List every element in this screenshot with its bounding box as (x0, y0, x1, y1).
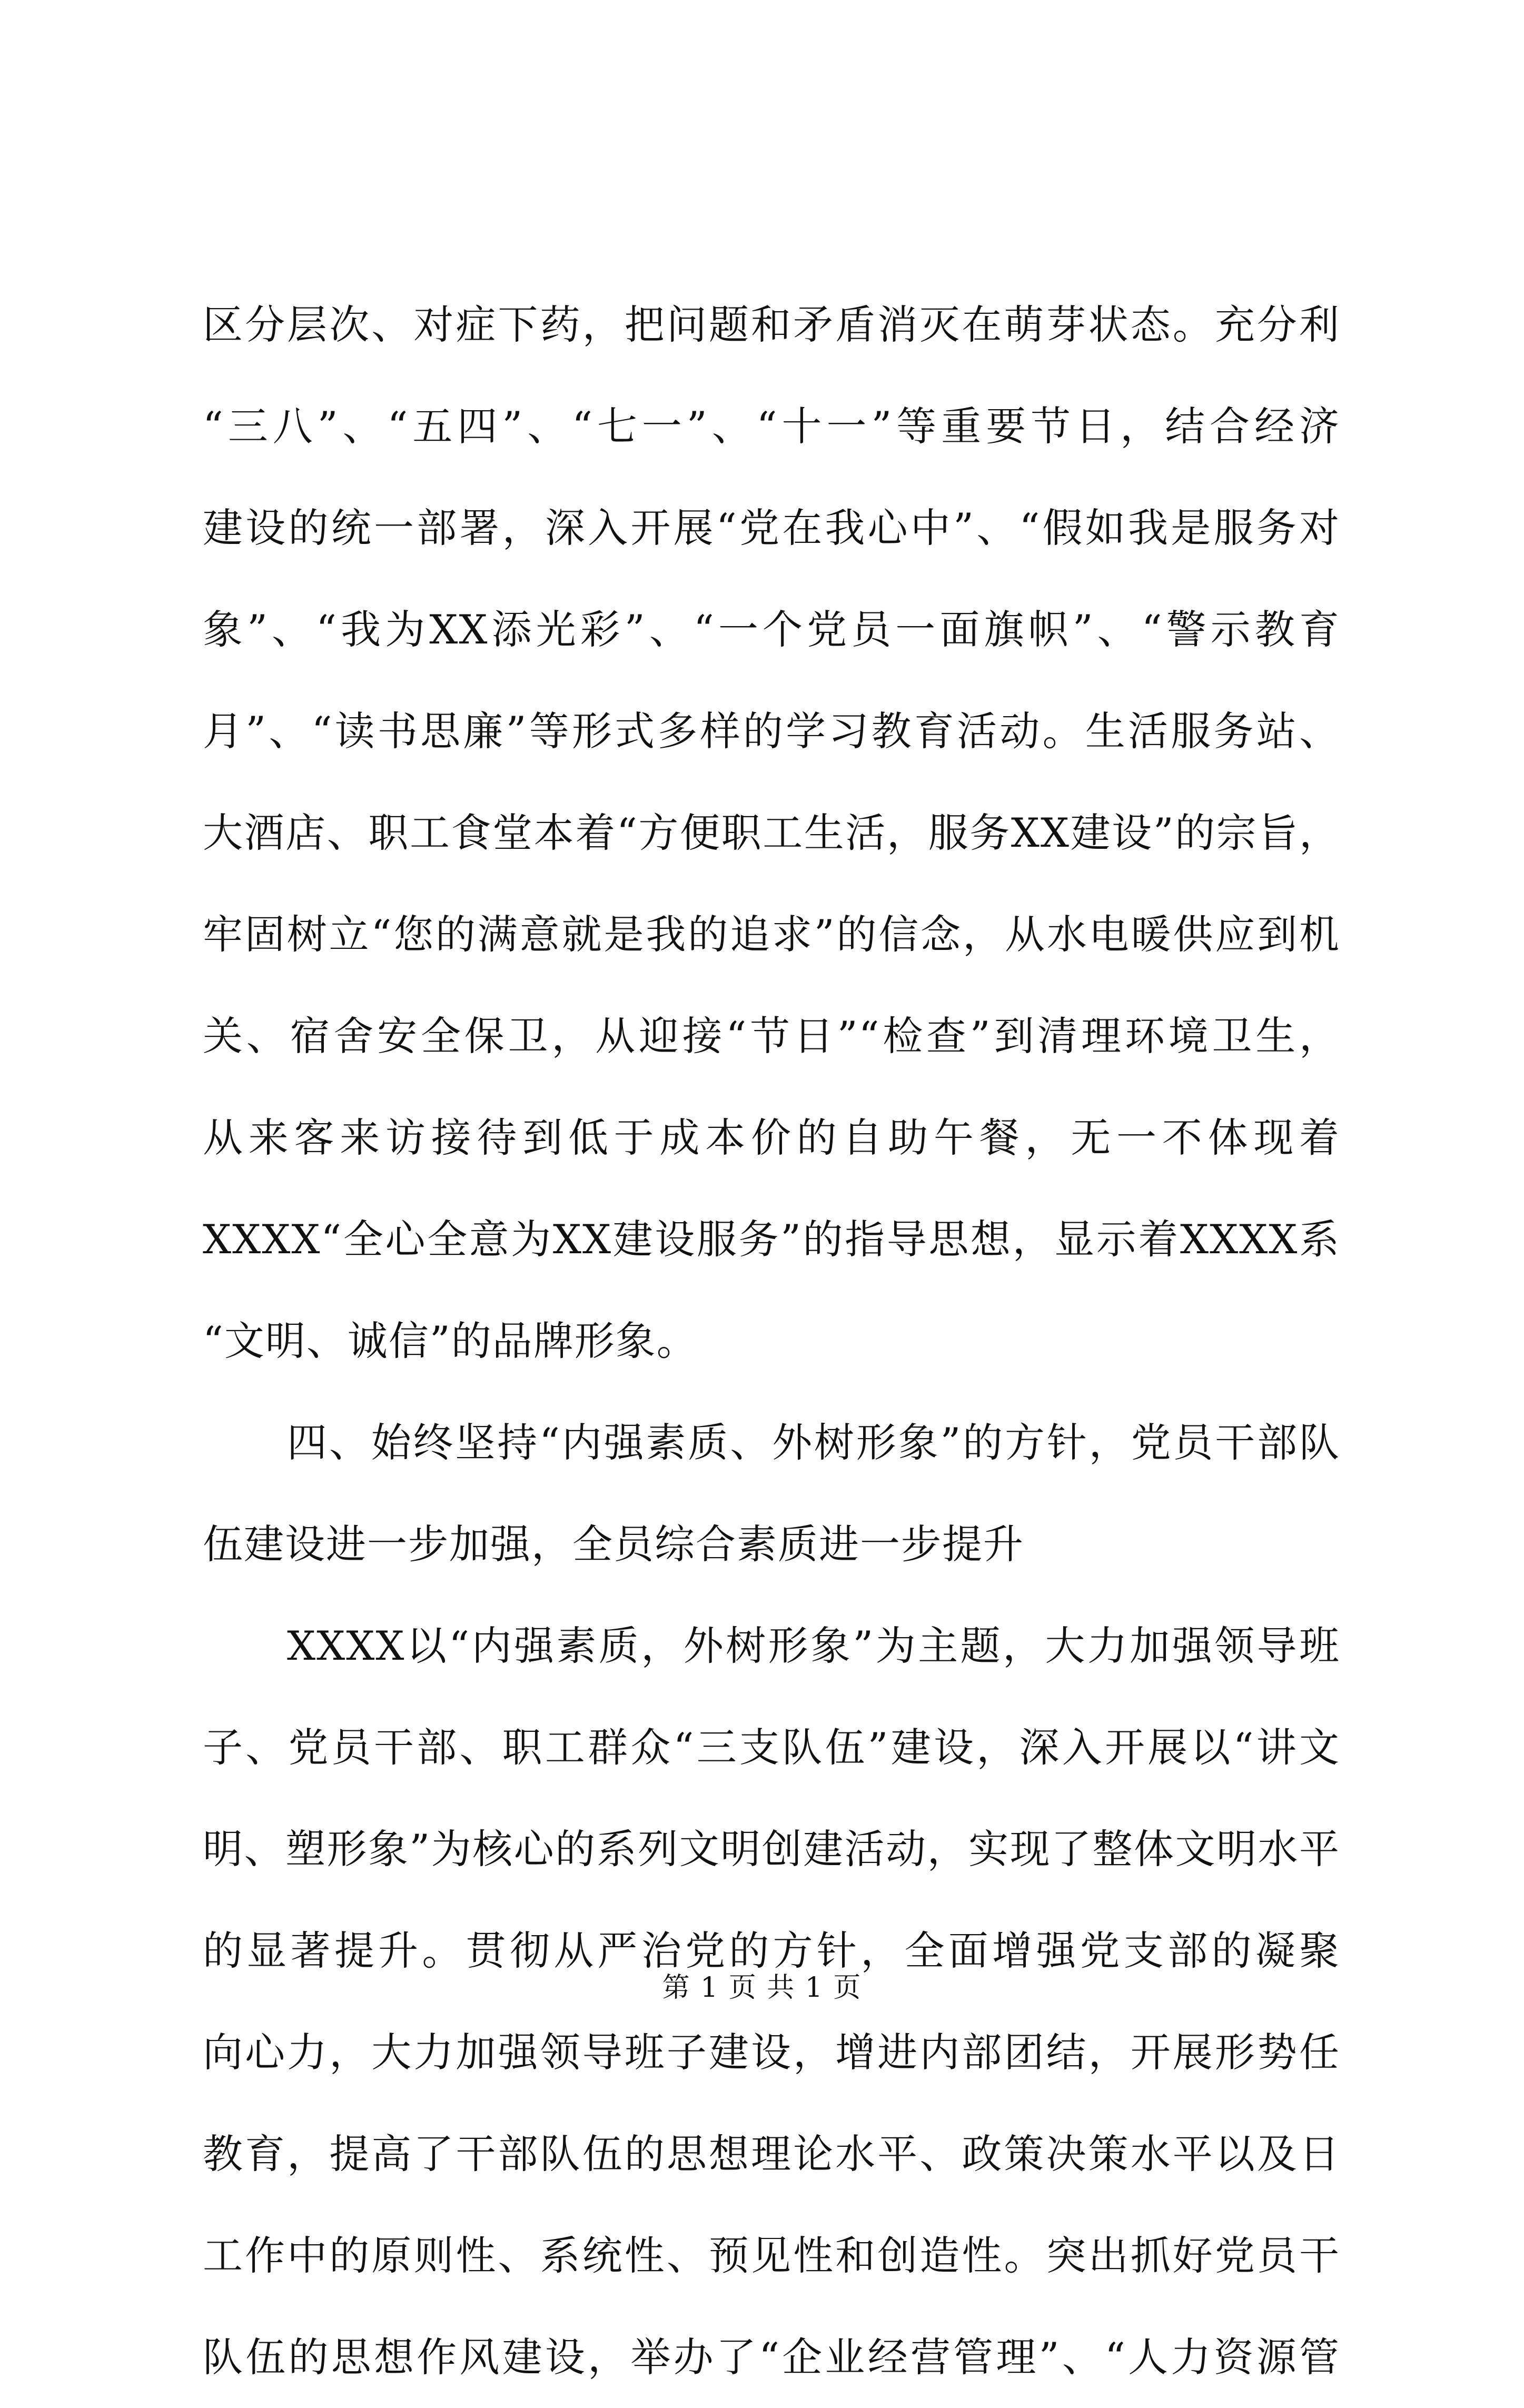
text-line: 教育，提高了干部队伍的思想理论水平、政策决策水平以及日 (203, 2130, 1340, 2177)
text-line: 明、塑形象”为核心的系列文明创建活动，实现了整体文明水平 (203, 1826, 1340, 1872)
text-line: 工作中的原则性、系统性、预见性和创造性。突出抓好党员干 (203, 2232, 1340, 2279)
text-line: “文明、诚信”的品牌形象。 (203, 1317, 698, 1364)
text-line: 牢固树立“您的满意就是我的追求”的信念，从水电暖供应到机 (203, 911, 1340, 958)
text-line: 月”、“读书思廉”等形式多样的学习教育活动。生活服务站、 (203, 708, 1340, 755)
text-line: 建设的统一部署，深入开展“党在我心中”、“假如我是服务对 (203, 504, 1340, 551)
text-line: 向心力，大力加强领导班子建设，增进内部团结，开展形势任 (203, 2029, 1340, 2076)
text-line: 的显著提升。贯彻从严治党的方针，全面增强党支部的凝聚 (203, 1927, 1340, 1974)
text-line: 子、党员干部、职工群众“三支队伍”建设，深入开展以“讲文 (203, 1724, 1340, 1771)
text-line: “三八”、“五四”、“七一”、“十一”等重要节日，结合经济 (203, 403, 1340, 450)
section-heading-line: 四、始终坚持“内强素质、外树形象”的方针，党员干部队 (287, 1419, 1340, 1466)
text-line: 大酒店、职工食堂本着“方便职工生活，服务XX建设”的宗旨， (203, 809, 1340, 856)
section-heading-line: 伍建设进一步加强，全员综合素质进一步提升 (203, 1521, 1024, 1568)
text-line: XXXX以“内强素质，外树形象”为主题，大力加强领导班 (287, 1622, 1340, 1669)
text-line: 队伍的思想作风建设，举办了“企业经营管理”、“人力资源管 (203, 2334, 1340, 2381)
text-line: XXXX“全心全意为XX建设服务”的指导思想，显示着XXXX系 (203, 1216, 1340, 1263)
text-line: 区分层次、对症下药，把问题和矛盾消灭在萌芽状态。充分利 (203, 301, 1340, 348)
text-line: 从来客来访接待到低于成本价的自助午餐，无一不体现着 (203, 1114, 1340, 1161)
page-number-footer: 第 1 页 共 1 页 (662, 1972, 862, 2004)
text-line: 象”、“我为XX添光彩”、“一个党员一面旗帜”、“警示教育 (203, 606, 1340, 653)
document-body (203, 274, 1340, 2408)
text-line: 关、宿舍安全保卫，从迎接“节日”“检查”到清理环境卫生， (203, 1013, 1340, 1059)
